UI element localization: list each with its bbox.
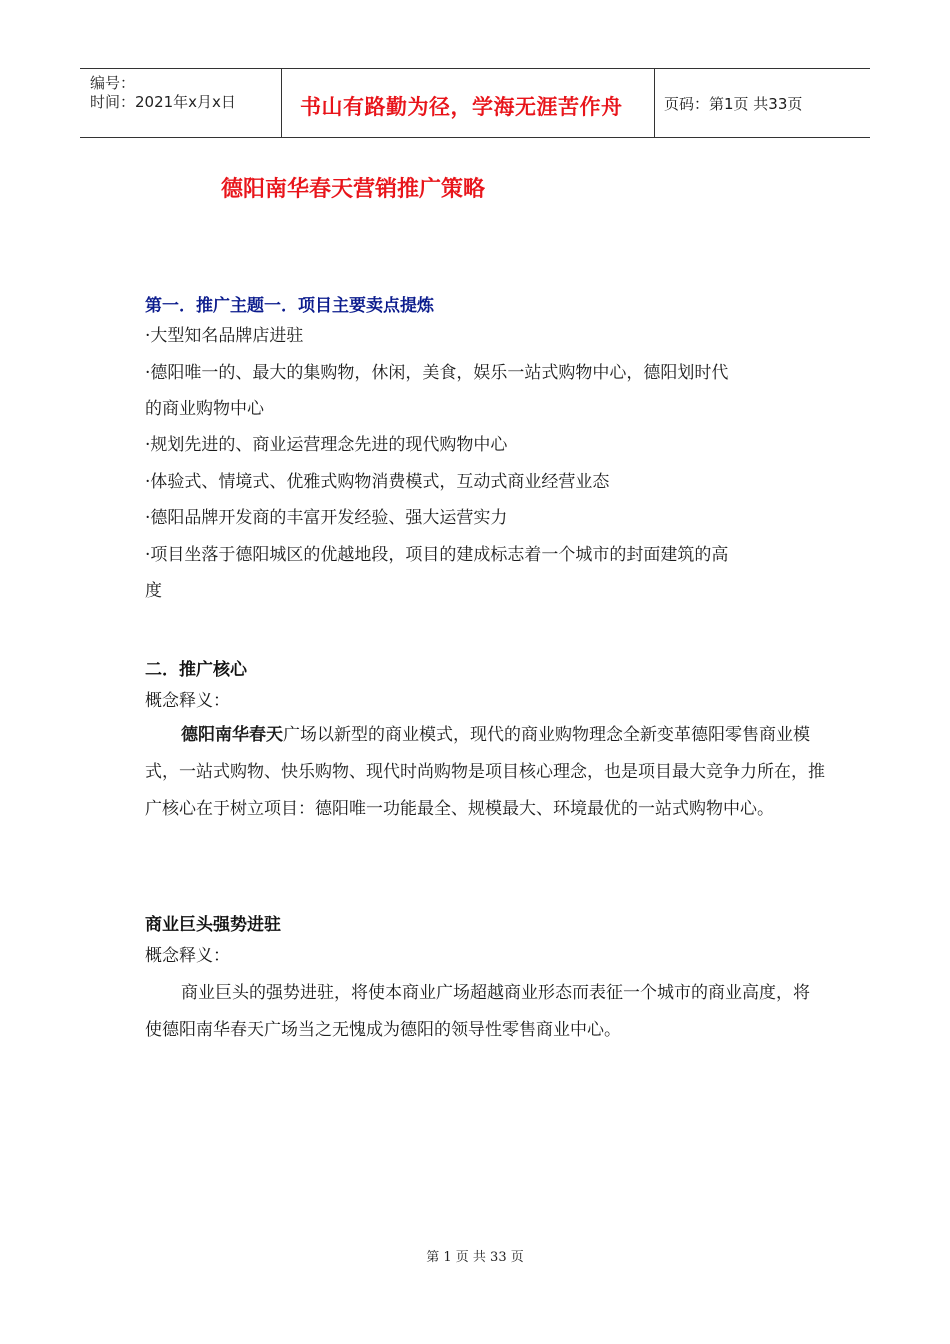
document-title: 德阳南华春天营销推广策略	[221, 177, 486, 202]
selling-point-line: ·项目坐落于德阳城区的优越地段，项目的建成标志着一个城市的封面建筑的高	[145, 545, 729, 565]
header-motto-cell	[282, 69, 655, 137]
header-info-cell	[80, 69, 282, 137]
section2-heading: 二．推广核心	[145, 660, 247, 680]
concept-label: 概念释义：	[145, 691, 230, 711]
selling-point-line: 度	[145, 581, 162, 601]
selling-point-line: ·规划先进的、商业运营理念先进的现代购物中心	[145, 435, 508, 455]
section2-paragraph	[145, 717, 825, 828]
section3-paragraph: 商业巨头的强势进驻，将使本商业广场超越商业形态而表征一个城市的商业高度，将使德阳南华春天广场当之无愧成为德阳的领导性零售商业中心。	[145, 983, 810, 1040]
section3-heading: 商业巨头强势进驻	[145, 915, 281, 935]
page-footer: 第 1 页 共 33 页	[426, 1250, 524, 1265]
time-label: 时间：2021年x月x日	[90, 93, 236, 111]
motto-text: 书山有路勤为径，学海无涯苦作舟	[300, 95, 623, 119]
header-page-cell	[655, 69, 870, 137]
selling-point-line: ·德阳品牌开发商的丰富开发经验、强大运营实力	[145, 508, 508, 528]
selling-point-line: ·体验式、情境式、优雅式购物消费模式，互动式商业经营业态	[145, 472, 610, 492]
header-table	[80, 68, 870, 138]
page-info: 页码：第1页 共33页	[664, 95, 803, 113]
number-label: 编号：	[90, 74, 136, 92]
section2-text: 广场以新型的商业模式，现代的商业购物理念全新变革德阳零售商业模式，一站式购物、快乐购物、现代时尚购物是项目核心理念，也是项目最大竞争力所在，推广核心在于树立项目：德阳唯一功能最全、规模最大、环境最优的一站式购物中心。	[145, 725, 825, 819]
selling-point-line: ·德阳唯一的、最大的集购物，休闲，美食，娱乐一站式购物中心，德阳划时代	[145, 363, 729, 383]
selling-point-line: ·大型知名品牌店进驻	[145, 326, 304, 346]
selling-point-line: 的商业购物中心	[145, 399, 264, 419]
concept-label: 概念释义：	[145, 946, 230, 966]
project-name-bold: 德阳南华春天	[181, 725, 283, 745]
section1-heading: 第一．推广主题一．项目主要卖点提炼	[145, 296, 434, 316]
